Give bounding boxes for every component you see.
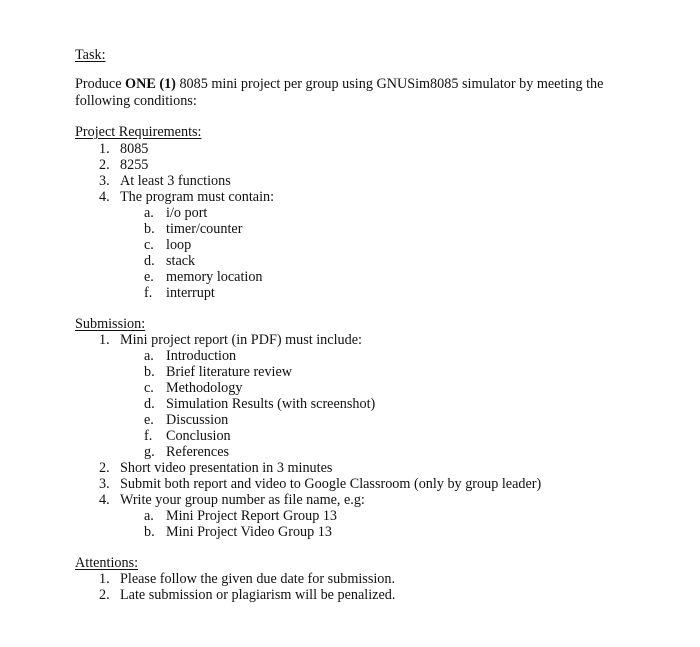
list-text: Conclusion [166, 428, 231, 444]
list-text: 8255 [120, 157, 149, 173]
list-marker: 1. [99, 571, 110, 587]
requirement-subitem [144, 253, 195, 269]
list-marker: b. [144, 221, 155, 237]
list-marker: a. [144, 508, 154, 524]
requirement-subitem [144, 269, 263, 285]
attention-item [99, 587, 395, 603]
list-marker: d. [144, 396, 155, 412]
list-text: Mini Project Report Group 13 [166, 508, 338, 524]
list-marker: a. [144, 205, 154, 221]
list-marker: 2. [99, 157, 110, 173]
list-text: i/o port [166, 205, 208, 221]
list-marker: d. [144, 253, 155, 269]
list-marker: 4. [99, 189, 110, 205]
list-marker: a. [144, 348, 154, 364]
list-text: Mini Project Video Group 13 [166, 524, 332, 540]
submission-subitem [144, 508, 337, 524]
list-marker: b. [144, 524, 155, 540]
submission-item [99, 476, 541, 492]
list-marker: c. [144, 380, 154, 396]
list-marker: 2. [99, 587, 110, 603]
requirement-subitem [144, 205, 207, 221]
submission-subitem [144, 444, 229, 460]
submission-subitem [144, 428, 231, 444]
list-marker: g. [144, 444, 155, 460]
list-text: Short video presentation in 3 minutes [120, 460, 333, 476]
intro-after: 8085 mini project per group using GNUSim8085 simulator by meeting the following conditions: [75, 76, 604, 109]
submission-item [99, 492, 365, 508]
submission-subitem [144, 364, 292, 380]
list-text: stack [166, 253, 196, 269]
requirement-subitem [144, 221, 242, 237]
list-text: memory location [166, 269, 263, 285]
requirements-heading: Project Requirements: [75, 124, 202, 140]
list-marker: 3. [99, 173, 110, 189]
list-text: The program must contain: [120, 189, 275, 205]
list-text: interrupt [166, 285, 215, 301]
list-text: Simulation Results (with screenshot) [166, 396, 376, 412]
submission-item [99, 332, 362, 348]
attentions-heading: Attentions: [75, 555, 139, 571]
list-marker: f. [144, 285, 153, 301]
requirement-item [99, 157, 148, 173]
requirement-subitem [144, 237, 191, 253]
list-marker: b. [144, 364, 155, 380]
requirement-item [99, 173, 231, 189]
submission-item [99, 460, 332, 476]
list-marker: 4. [99, 492, 110, 508]
requirement-subitem [144, 285, 215, 301]
list-text: References [166, 444, 230, 460]
attention-item [99, 571, 395, 587]
list-text: Write your group number as file name, e.g: [120, 492, 365, 508]
intro-bold: ONE (1) [125, 76, 176, 92]
list-text: Introduction [166, 348, 237, 364]
list-text: Please follow the given due date for submission. [120, 571, 396, 587]
submission-heading: Submission: [75, 316, 146, 332]
list-marker: 2. [99, 460, 110, 476]
list-text: Methodology [166, 380, 243, 396]
list-text: Submit both report and video to Google Classroom (only by group leader) [120, 476, 542, 492]
list-text: timer/counter [166, 221, 243, 237]
submission-subitem [144, 348, 236, 364]
list-text: Brief literature review [166, 364, 293, 380]
task-heading: Task: [75, 47, 106, 63]
list-text: Discussion [166, 412, 229, 428]
intro-before: Produce [75, 76, 126, 92]
list-text: At least 3 functions [120, 173, 231, 189]
list-text: 8085 [120, 141, 149, 157]
list-marker: f. [144, 428, 153, 444]
submission-subitem [144, 396, 375, 412]
list-text: Late submission or plagiarism will be penalized. [120, 587, 396, 603]
list-marker: 1. [99, 141, 110, 157]
task-intro [75, 76, 645, 109]
list-marker: c. [144, 237, 154, 253]
list-marker: 3. [99, 476, 110, 492]
list-text: loop [166, 237, 192, 253]
list-marker: 1. [99, 332, 110, 348]
submission-subitem [144, 412, 228, 428]
list-marker: e. [144, 269, 154, 285]
requirement-item [99, 141, 148, 157]
requirement-item [99, 189, 274, 205]
list-marker: e. [144, 412, 154, 428]
submission-subitem [144, 380, 242, 396]
list-text: Mini project report (in PDF) must include: [120, 332, 362, 348]
submission-subitem [144, 524, 332, 540]
